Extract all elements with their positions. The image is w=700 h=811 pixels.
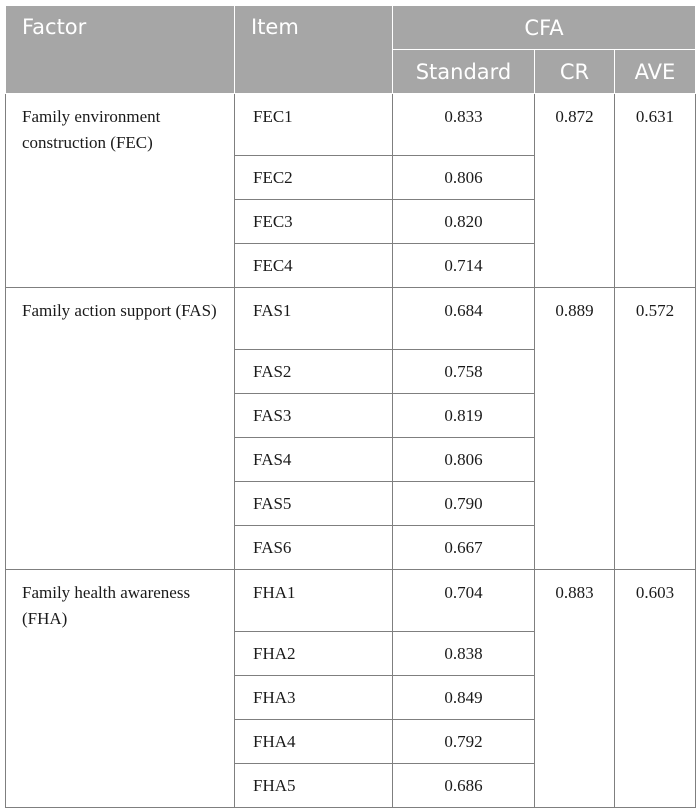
- standard-cell: 0.714: [393, 244, 535, 288]
- item-cell: FAS4: [235, 438, 393, 482]
- item-cell: FHA1: [235, 570, 393, 632]
- cr-cell: 0.872: [535, 94, 615, 288]
- table-row: [6, 94, 696, 156]
- factor-cell: Family health awareness (FHA): [6, 570, 235, 808]
- item-cell: FHA2: [235, 632, 393, 676]
- header-cfa: CFA: [393, 6, 696, 50]
- header-cr: CR: [535, 50, 615, 94]
- item-cell: FEC4: [235, 244, 393, 288]
- item-cell: FHA5: [235, 764, 393, 808]
- standard-cell: 0.704: [393, 570, 535, 632]
- header-standard: Standard: [393, 50, 535, 94]
- ave-cell: 0.572: [615, 288, 696, 570]
- standard-cell: 0.833: [393, 94, 535, 156]
- standard-cell: 0.792: [393, 720, 535, 764]
- ave-cell: 0.631: [615, 94, 696, 288]
- item-cell: FAS6: [235, 526, 393, 570]
- standard-cell: 0.790: [393, 482, 535, 526]
- standard-cell: 0.806: [393, 438, 535, 482]
- item-cell: FHA4: [235, 720, 393, 764]
- header-ave: AVE: [615, 50, 696, 94]
- table-body: [6, 94, 696, 808]
- factor-cell: Family action support (FAS): [6, 288, 235, 570]
- standard-cell: 0.806: [393, 156, 535, 200]
- standard-cell: 0.820: [393, 200, 535, 244]
- item-cell: FAS5: [235, 482, 393, 526]
- item-cell: FAS1: [235, 288, 393, 350]
- table-row: [6, 288, 696, 350]
- table-row: [6, 570, 696, 632]
- header-factor: Factor: [6, 6, 235, 94]
- standard-cell: 0.838: [393, 632, 535, 676]
- table-header: [6, 6, 696, 94]
- header-item: Item: [235, 6, 393, 94]
- standard-cell: 0.684: [393, 288, 535, 350]
- cfa-table: [5, 5, 696, 808]
- item-cell: FEC2: [235, 156, 393, 200]
- cr-cell: 0.883: [535, 570, 615, 808]
- item-cell: FHA3: [235, 676, 393, 720]
- standard-cell: 0.819: [393, 394, 535, 438]
- cr-cell: 0.889: [535, 288, 615, 570]
- item-cell: FAS2: [235, 350, 393, 394]
- standard-cell: 0.686: [393, 764, 535, 808]
- standard-cell: 0.849: [393, 676, 535, 720]
- item-cell: FAS3: [235, 394, 393, 438]
- factor-cell: Family environment construction (FEC): [6, 94, 235, 288]
- item-cell: FEC1: [235, 94, 393, 156]
- standard-cell: 0.667: [393, 526, 535, 570]
- ave-cell: 0.603: [615, 570, 696, 808]
- standard-cell: 0.758: [393, 350, 535, 394]
- item-cell: FEC3: [235, 200, 393, 244]
